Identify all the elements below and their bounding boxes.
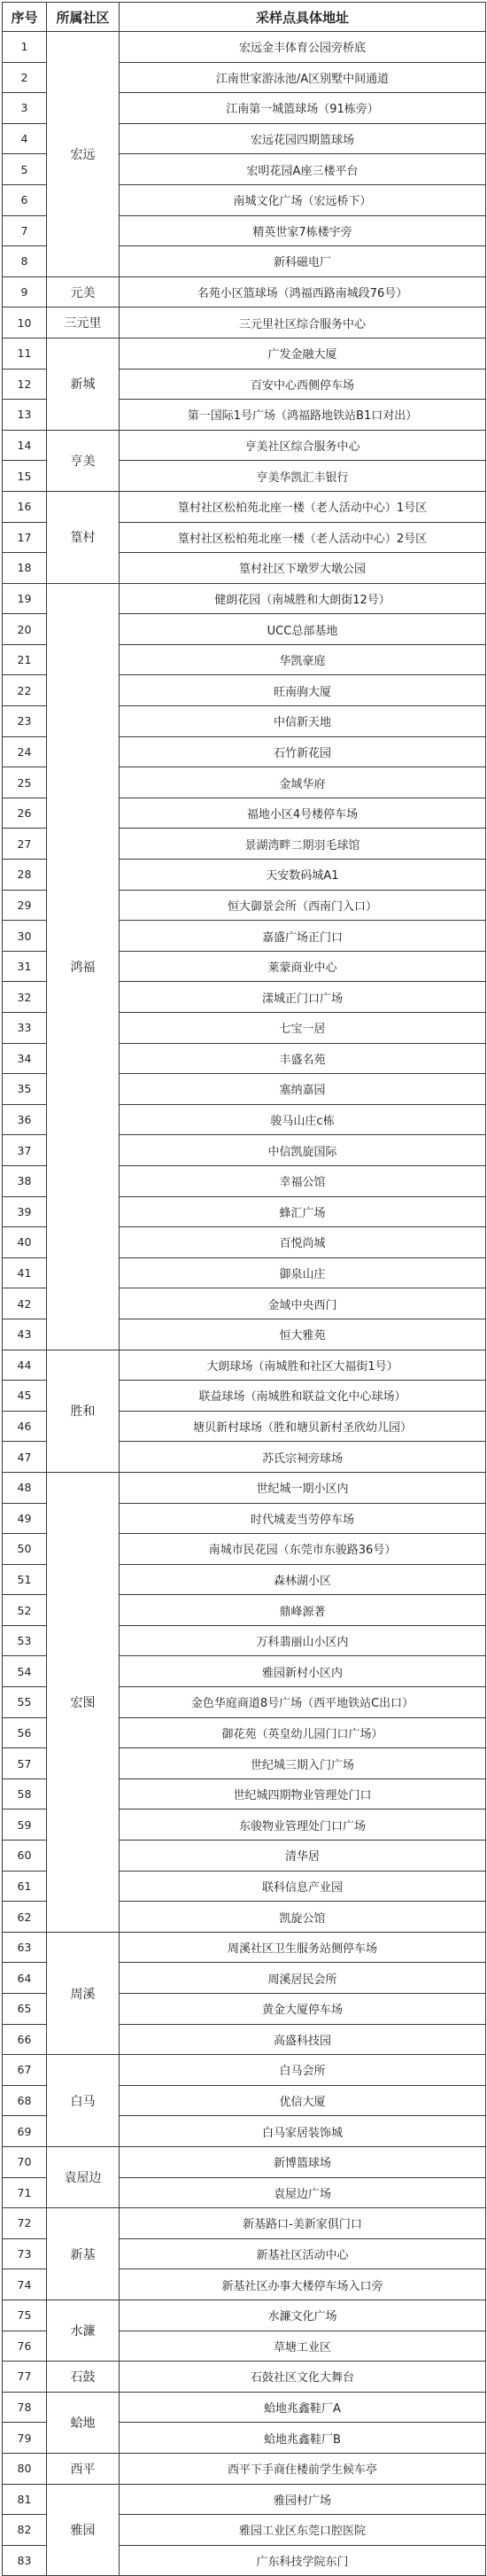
- row-seq-cell: 47: [3, 1442, 47, 1473]
- row-location-cell: 新基社区办事大楼停车场入口旁: [120, 2269, 486, 2300]
- row-community-cell: 亨美: [47, 430, 120, 491]
- row-seq-cell: 82: [3, 2515, 47, 2546]
- row-location-cell: 广东科技学院东门: [120, 2545, 486, 2576]
- row-community-cell: 宏图: [47, 1472, 120, 1932]
- row-seq-cell: 27: [3, 829, 47, 860]
- table-row: [3, 2208, 486, 2239]
- row-location-cell: 七宝一居: [120, 1013, 486, 1044]
- row-location-cell: 鼎峰源著: [120, 1595, 486, 1626]
- row-location-cell: 优信大厦: [120, 2085, 486, 2116]
- row-community-cell: 水濂: [47, 2300, 120, 2361]
- row-location-cell: 东骏物业管理处门口广场: [120, 1809, 486, 1841]
- row-location-cell: 大朗球场（南城胜和社区大福街1号）: [120, 1350, 486, 1381]
- row-seq-cell: 24: [3, 736, 47, 767]
- row-location-cell: 南城文化广场（宏远桥下）: [120, 184, 486, 215]
- row-community-cell: 石鼓: [47, 2362, 120, 2393]
- row-seq-cell: 44: [3, 1350, 47, 1381]
- row-location-cell: 三元里社区综合服务中心: [120, 307, 486, 339]
- row-seq-cell: 22: [3, 675, 47, 706]
- row-location-cell: 精英世家7栋楼宇旁: [120, 215, 486, 246]
- row-seq-cell: 35: [3, 1074, 47, 1105]
- row-location-cell: 黄金大厦停车场: [120, 1994, 486, 2025]
- row-seq-cell: 18: [3, 553, 47, 584]
- row-seq-cell: 73: [3, 2238, 47, 2269]
- table-row: [3, 276, 486, 307]
- row-seq-cell: 4: [3, 123, 47, 154]
- row-seq-cell: 19: [3, 583, 47, 614]
- row-location-cell: 百悦尚城: [120, 1227, 486, 1258]
- row-location-cell: 联科信息产业园: [120, 1871, 486, 1902]
- row-location-cell: 金域中央西门: [120, 1288, 486, 1319]
- row-seq-cell: 28: [3, 860, 47, 891]
- row-seq-cell: 71: [3, 2177, 47, 2208]
- table-row: [3, 491, 486, 522]
- row-seq-cell: 10: [3, 307, 47, 339]
- row-location-cell: 时代城麦当劳停车场: [120, 1503, 486, 1534]
- row-community-cell: 白马: [47, 2055, 120, 2147]
- table-row: [3, 1350, 486, 1381]
- row-location-cell: 联益球场（南城胜和联益文化中心球场）: [120, 1381, 486, 1412]
- row-seq-cell: 39: [3, 1196, 47, 1227]
- row-location-cell: 宏远金丰体育公园旁桥底: [120, 32, 486, 63]
- row-community-cell: 袁屋边: [47, 2146, 120, 2207]
- row-location-cell: 白马家居装饰城: [120, 2116, 486, 2147]
- row-location-cell: 南城市民花园（东莞市东骏路36号）: [120, 1534, 486, 1565]
- row-location-cell: 万科翡丽山小区内: [120, 1625, 486, 1656]
- row-seq-cell: 52: [3, 1595, 47, 1626]
- row-seq-cell: 32: [3, 982, 47, 1013]
- row-seq-cell: 62: [3, 1902, 47, 1933]
- row-seq-cell: 67: [3, 2055, 47, 2086]
- row-seq-cell: 54: [3, 1656, 47, 1687]
- row-seq-cell: 45: [3, 1381, 47, 1412]
- row-seq-cell: 38: [3, 1165, 47, 1196]
- row-community-cell: 西平: [47, 2453, 120, 2484]
- row-location-cell: 石竹新花园: [120, 736, 486, 767]
- row-location-cell: 恒大御景会所（西南门入口）: [120, 890, 486, 921]
- row-community-cell: 胜和: [47, 1350, 120, 1472]
- row-location-cell: 蛤地兆鑫鞋厂B: [120, 2423, 486, 2454]
- row-location-cell: 周溪社区卫生服务站侧停车场: [120, 1932, 486, 1963]
- row-location-cell: 御泉山庄: [120, 1257, 486, 1288]
- table-row: [3, 2300, 486, 2331]
- row-location-cell: 宏远花园四期篮球场: [120, 123, 486, 154]
- row-location-cell: 雅园村广场: [120, 2484, 486, 2515]
- row-seq-cell: 43: [3, 1319, 47, 1350]
- table-row: [3, 307, 486, 339]
- row-location-cell: 袁屋边广场: [120, 2177, 486, 2208]
- row-seq-cell: 14: [3, 430, 47, 461]
- row-location-cell: 漾城正门口广场: [120, 982, 486, 1013]
- row-location-cell: 森林湖小区: [120, 1564, 486, 1595]
- row-seq-cell: 50: [3, 1534, 47, 1565]
- row-seq-cell: 25: [3, 767, 47, 798]
- row-seq-cell: 76: [3, 2331, 47, 2362]
- row-location-cell: 新基社区活动中心: [120, 2238, 486, 2269]
- row-location-cell: 亨美社区综合服务中心: [120, 430, 486, 461]
- row-location-cell: 塘贝新村球场（胜和塘贝新村圣欣幼儿园）: [120, 1411, 486, 1442]
- row-seq-cell: 74: [3, 2269, 47, 2300]
- row-seq-cell: 16: [3, 491, 47, 522]
- row-seq-cell: 37: [3, 1135, 47, 1166]
- row-seq-cell: 75: [3, 2300, 47, 2331]
- row-seq-cell: 57: [3, 1748, 47, 1779]
- row-seq-cell: 9: [3, 276, 47, 307]
- row-seq-cell: 36: [3, 1104, 47, 1135]
- row-seq-cell: 23: [3, 706, 47, 737]
- row-seq-cell: 1: [3, 32, 47, 63]
- row-seq-cell: 40: [3, 1227, 47, 1258]
- row-community-cell: 宏远: [47, 32, 120, 277]
- table-row: [3, 1472, 486, 1503]
- row-location-cell: 御花苑（英皇幼儿园门口广场）: [120, 1717, 486, 1748]
- row-location-cell: 清华居: [120, 1841, 486, 1872]
- row-location-cell: 百安中心西侧停车场: [120, 369, 486, 400]
- row-location-cell: 金域华府: [120, 767, 486, 798]
- row-location-cell: 世纪城一期小区内: [120, 1472, 486, 1503]
- row-seq-cell: 41: [3, 1257, 47, 1288]
- row-location-cell: 雅园工业区东莞口腔医院: [120, 2515, 486, 2546]
- row-location-cell: 旺南驹大厦: [120, 675, 486, 706]
- row-location-cell: 嘉盛广场正门口: [120, 921, 486, 952]
- row-location-cell: 苏氏宗祠旁球场: [120, 1442, 486, 1473]
- row-community-cell: 新基: [47, 2208, 120, 2300]
- sampling-sites-table: [2, 2, 486, 2576]
- row-community-cell: 鸿福: [47, 583, 120, 1350]
- table-row: [3, 2146, 486, 2177]
- row-seq-cell: 49: [3, 1503, 47, 1534]
- row-seq-cell: 70: [3, 2146, 47, 2177]
- row-location-cell: 骏马山庄c栋: [120, 1104, 486, 1135]
- row-seq-cell: 7: [3, 215, 47, 246]
- row-seq-cell: 80: [3, 2453, 47, 2484]
- row-location-cell: 世纪城三期入门广场: [120, 1748, 486, 1779]
- header-location: 采样点具体地址: [120, 3, 486, 32]
- row-seq-cell: 48: [3, 1472, 47, 1503]
- row-seq-cell: 64: [3, 1963, 47, 1994]
- row-seq-cell: 68: [3, 2085, 47, 2116]
- row-seq-cell: 56: [3, 1717, 47, 1748]
- row-seq-cell: 72: [3, 2208, 47, 2239]
- row-seq-cell: 51: [3, 1564, 47, 1595]
- table-row: [3, 2453, 486, 2484]
- row-location-cell: 中信新天地: [120, 706, 486, 737]
- row-seq-cell: 29: [3, 890, 47, 921]
- row-location-cell: 蜂汇广场: [120, 1196, 486, 1227]
- row-community-cell: 雅园: [47, 2484, 120, 2576]
- row-seq-cell: 30: [3, 921, 47, 952]
- header-seq: 序号: [3, 3, 47, 32]
- row-seq-cell: 12: [3, 369, 47, 400]
- row-community-cell: 蛤地: [47, 2392, 120, 2453]
- row-location-cell: 亨美华凯汇丰银行: [120, 461, 486, 492]
- row-seq-cell: 33: [3, 1013, 47, 1044]
- row-seq-cell: 2: [3, 62, 47, 93]
- row-seq-cell: 46: [3, 1411, 47, 1442]
- row-location-cell: 水濂文化广场: [120, 2300, 486, 2331]
- row-location-cell: 华凯豪庭: [120, 644, 486, 675]
- row-location-cell: 篁村社区下墩罗大墩公园: [120, 553, 486, 584]
- row-seq-cell: 6: [3, 184, 47, 215]
- row-seq-cell: 77: [3, 2362, 47, 2393]
- row-seq-cell: 20: [3, 614, 47, 645]
- row-location-cell: 新科磁电厂: [120, 246, 486, 277]
- row-seq-cell: 61: [3, 1871, 47, 1902]
- table-row: [3, 430, 486, 461]
- row-seq-cell: 83: [3, 2545, 47, 2576]
- row-seq-cell: 58: [3, 1778, 47, 1809]
- row-location-cell: 塞纳嘉园: [120, 1074, 486, 1105]
- row-seq-cell: 11: [3, 338, 47, 369]
- row-location-cell: 恒大雅苑: [120, 1319, 486, 1350]
- table-body: [3, 32, 486, 2576]
- row-community-cell: 新城: [47, 338, 120, 430]
- row-seq-cell: 5: [3, 154, 47, 185]
- row-location-cell: 福地小区4号楼停车场: [120, 798, 486, 829]
- row-seq-cell: 55: [3, 1687, 47, 1718]
- row-location-cell: 天安数码城A1: [120, 860, 486, 891]
- row-location-cell: 石鼓社区文化大舞台: [120, 2362, 486, 2393]
- row-location-cell: 凯旋公馆: [120, 1902, 486, 1933]
- table-row: [3, 1932, 486, 1963]
- row-location-cell: 健朗花园（南城胜和大朗街12号）: [120, 583, 486, 614]
- row-location-cell: 丰盛名苑: [120, 1043, 486, 1074]
- table-row: [3, 32, 486, 63]
- row-community-cell: 篁村: [47, 491, 120, 583]
- row-location-cell: 世纪城四期物业管理处门口: [120, 1778, 486, 1809]
- row-seq-cell: 53: [3, 1625, 47, 1656]
- row-location-cell: 宏明花园A座三楼平台: [120, 154, 486, 185]
- row-location-cell: 第一国际1号广场（鸿福路地铁站B1口对出）: [120, 400, 486, 431]
- row-seq-cell: 79: [3, 2423, 47, 2454]
- table-row: [3, 338, 486, 369]
- row-location-cell: 白马会所: [120, 2055, 486, 2086]
- row-seq-cell: 59: [3, 1809, 47, 1841]
- row-location-cell: 篁村社区松柏苑北座一楼（老人活动中心）2号区: [120, 522, 486, 553]
- table-row: [3, 583, 486, 614]
- row-seq-cell: 8: [3, 246, 47, 277]
- row-seq-cell: 13: [3, 400, 47, 431]
- row-seq-cell: 31: [3, 951, 47, 982]
- row-location-cell: 蛤地兆鑫鞋厂A: [120, 2392, 486, 2423]
- row-community-cell: 元美: [47, 276, 120, 307]
- row-seq-cell: 63: [3, 1932, 47, 1963]
- row-location-cell: 名苑小区篮球场（鸿福西路南城段76号）: [120, 276, 486, 307]
- row-location-cell: 西平下手商住楼前学生候车亭: [120, 2453, 486, 2484]
- row-seq-cell: 26: [3, 798, 47, 829]
- row-location-cell: 周溪居民会所: [120, 1963, 486, 1994]
- row-location-cell: 新基路口-美新家俱门口: [120, 2208, 486, 2239]
- row-seq-cell: 34: [3, 1043, 47, 1074]
- row-seq-cell: 15: [3, 461, 47, 492]
- table-row: [3, 2392, 486, 2423]
- row-seq-cell: 81: [3, 2484, 47, 2515]
- table-header-row: [3, 3, 486, 32]
- row-community-cell: 周溪: [47, 1932, 120, 2054]
- row-location-cell: 草塘工业区: [120, 2331, 486, 2362]
- row-location-cell: UCC总部基地: [120, 614, 486, 645]
- row-location-cell: 新博篮球场: [120, 2146, 486, 2177]
- row-location-cell: 中信凯旋国际: [120, 1135, 486, 1166]
- table-row: [3, 2484, 486, 2515]
- row-location-cell: 幸福公馆: [120, 1165, 486, 1196]
- table-row: [3, 2362, 486, 2393]
- table-row: [3, 2055, 486, 2086]
- row-location-cell: 篁村社区松柏苑北座一楼（老人活动中心）1号区: [120, 491, 486, 522]
- row-seq-cell: 3: [3, 93, 47, 124]
- row-location-cell: 金色华庭商道8号广场（西平地铁站C出口）: [120, 1687, 486, 1718]
- row-seq-cell: 69: [3, 2116, 47, 2147]
- row-location-cell: 景湖湾畔二期羽毛球馆: [120, 829, 486, 860]
- row-seq-cell: 42: [3, 1288, 47, 1319]
- row-seq-cell: 65: [3, 1994, 47, 2025]
- row-seq-cell: 78: [3, 2392, 47, 2423]
- row-seq-cell: 66: [3, 2024, 47, 2055]
- row-seq-cell: 60: [3, 1841, 47, 1872]
- row-location-cell: 江南世家游泳池/A区别墅中间通道: [120, 62, 486, 93]
- row-location-cell: 雅园新村小区内: [120, 1656, 486, 1687]
- row-location-cell: 广发金融大厦: [120, 338, 486, 369]
- row-seq-cell: 21: [3, 644, 47, 675]
- row-location-cell: 高盛科技园: [120, 2024, 486, 2055]
- row-community-cell: 三元里: [47, 307, 120, 339]
- header-community: 所属社区: [47, 3, 120, 32]
- row-seq-cell: 17: [3, 522, 47, 553]
- row-location-cell: 江南第一城篮球场（91栋旁）: [120, 93, 486, 124]
- row-location-cell: 莱蒙商业中心: [120, 951, 486, 982]
